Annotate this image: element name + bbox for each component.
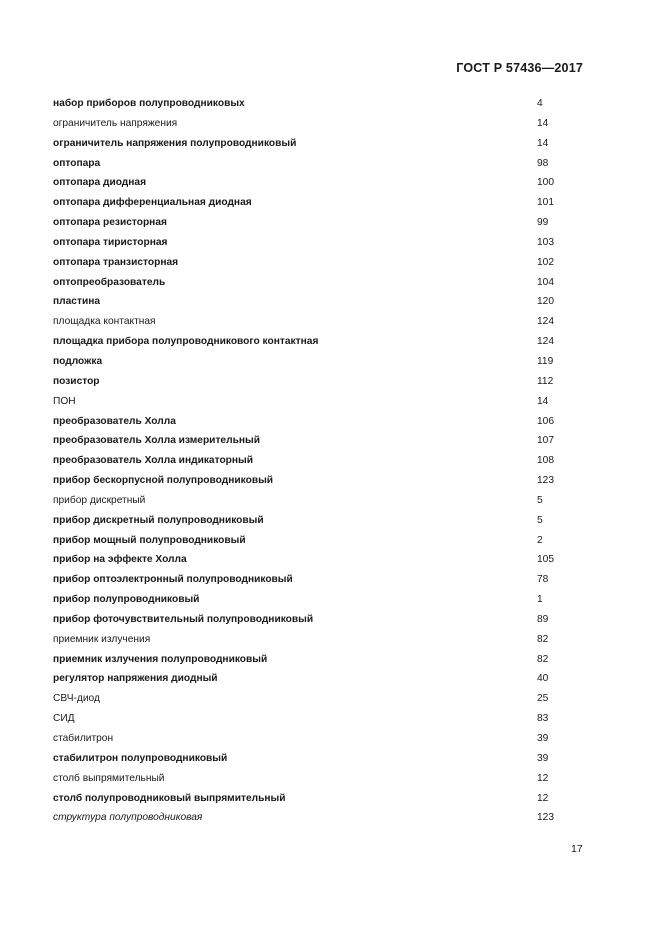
index-term: прибор дискретный — [53, 494, 146, 506]
index-page-ref: 112 — [537, 375, 554, 387]
index-term: прибор фоточувствительный полупроводниковый — [53, 613, 314, 625]
index-entry — [53, 550, 593, 570]
index-term: СВЧ-диод — [53, 693, 100, 705]
index-term: оптопара — [53, 157, 101, 169]
index-entry — [53, 471, 593, 491]
index-term: преобразователь Холла — [53, 415, 176, 427]
index-page-ref: 106 — [537, 415, 554, 427]
index-entry — [53, 94, 593, 114]
index-page-ref: 124 — [537, 316, 554, 328]
index-term: оптопара тиристорная — [53, 236, 168, 248]
index-page-ref: 12 — [537, 792, 549, 804]
index-entry — [53, 312, 593, 332]
index-term: оптопара резисторная — [53, 217, 167, 229]
index-term: регулятор напряжения диодный — [53, 673, 218, 685]
index-entry — [53, 531, 593, 551]
index-page-ref: 83 — [537, 713, 549, 725]
index-term: подложка — [53, 355, 103, 367]
index-page-ref: 82 — [537, 653, 549, 665]
index-entry — [53, 173, 593, 193]
index-entry — [53, 352, 593, 372]
index-term: приемник излучения — [53, 633, 151, 645]
index-page-ref: 82 — [537, 633, 549, 645]
index-entry — [53, 689, 593, 709]
index-page-ref: 105 — [537, 554, 554, 566]
index-term: оптопара дифференциальная диодная — [53, 197, 252, 209]
index-entry — [53, 273, 593, 293]
index-page-ref: 14 — [537, 395, 549, 407]
index-entry — [53, 431, 593, 451]
index-term: СИД — [53, 713, 75, 725]
index-page-ref: 2 — [537, 534, 543, 546]
index-term: стабилитрон — [53, 733, 114, 744]
index-page-ref: 108 — [537, 455, 554, 467]
index-entry — [53, 749, 593, 769]
index-term: прибор мощный полупроводниковый — [53, 534, 246, 546]
index-page-ref: 12 — [537, 772, 549, 784]
index-page-ref: 39 — [537, 752, 549, 764]
index-page-ref: 107 — [537, 435, 554, 447]
term-index-list — [53, 94, 593, 828]
document-standard-header: ГОСТ Р 57436—2017 — [456, 61, 583, 75]
index-term: столб полупроводниковый выпрямительный — [53, 792, 286, 804]
index-entry — [53, 292, 593, 312]
index-entry — [53, 114, 593, 134]
index-term: оптопара диодная — [53, 177, 147, 189]
index-entry — [53, 253, 593, 273]
index-entry — [53, 392, 593, 412]
index-entry — [53, 412, 593, 432]
index-page-ref: 1 — [537, 594, 543, 606]
index-term: преобразователь Холла измерительный — [53, 435, 260, 447]
index-term: пластина — [53, 296, 101, 308]
index-term: столб выпрямительный — [53, 772, 165, 784]
index-entry — [53, 511, 593, 531]
index-term: оптопреобразователь — [53, 276, 166, 288]
index-page-ref: 119 — [537, 355, 554, 367]
index-term: ограничитель напряжения полупроводниковый — [53, 137, 297, 149]
index-page-ref: 103 — [537, 236, 554, 248]
index-page-ref: 104 — [537, 276, 554, 288]
index-entry — [53, 491, 593, 511]
index-page-ref: 102 — [537, 256, 554, 268]
index-page-ref: 4 — [537, 98, 543, 109]
index-term: ограничитель напряжения — [53, 117, 178, 129]
index-entry — [53, 630, 593, 650]
index-page-ref: 99 — [537, 217, 549, 229]
index-page-ref: 40 — [537, 673, 549, 685]
index-entry — [53, 193, 593, 213]
index-term: прибор бескорпусной полупроводниковый — [53, 475, 274, 487]
index-page-ref: 14 — [537, 137, 549, 149]
index-entry — [53, 590, 593, 610]
index-term: позистор — [53, 375, 100, 387]
index-term: оптопара транзисторная — [53, 256, 179, 268]
index-entry — [53, 451, 593, 471]
index-entry — [53, 789, 593, 809]
index-term: преобразователь Холла индикаторный — [53, 455, 254, 467]
index-entry — [53, 769, 593, 789]
index-entry — [53, 808, 593, 828]
index-entry — [53, 650, 593, 670]
index-term: прибор на эффекте Холла — [53, 554, 187, 566]
index-page-ref: 100 — [537, 177, 554, 189]
index-entry — [53, 372, 593, 392]
index-page-ref: 5 — [537, 514, 543, 526]
index-entry — [53, 610, 593, 630]
index-page-ref: 124 — [537, 336, 554, 348]
index-term: прибор полупроводниковый — [53, 594, 200, 606]
index-entry — [53, 154, 593, 174]
index-entry — [53, 213, 593, 233]
index-term: площадка прибора полупроводникового контактная — [53, 336, 319, 348]
index-page-ref: 123 — [537, 475, 554, 487]
index-term: ПОН — [53, 395, 76, 407]
index-term: структура полупроводниковая — [53, 812, 203, 824]
index-term: прибор оптоэлектронный полупроводниковый — [53, 574, 293, 586]
index-page-ref: 123 — [537, 812, 554, 824]
index-entry — [53, 332, 593, 352]
index-page-ref: 98 — [537, 157, 549, 169]
index-page-ref: 25 — [537, 693, 549, 705]
index-term: площадка контактная — [53, 316, 156, 328]
index-entry — [53, 570, 593, 590]
index-term: прибор дискретный полупроводниковый — [53, 514, 264, 526]
index-page-ref: 78 — [537, 574, 549, 586]
index-entry — [53, 134, 593, 154]
index-entry — [53, 709, 593, 729]
page-number: 17 — [571, 843, 583, 855]
index-page-ref: 101 — [537, 197, 554, 209]
index-entry — [53, 669, 593, 689]
index-term: набор приборов полупроводниковых — [53, 98, 245, 109]
index-page-ref: 5 — [537, 494, 543, 506]
index-entry — [53, 729, 593, 749]
index-page-ref: 14 — [537, 117, 549, 129]
index-page-ref: 89 — [537, 613, 549, 625]
index-entry — [53, 233, 593, 253]
index-page-ref: 39 — [537, 733, 549, 744]
index-term: стабилитрон полупроводниковый — [53, 752, 228, 764]
index-term: приемник излучения полупроводниковый — [53, 653, 268, 665]
index-page-ref: 120 — [537, 296, 554, 308]
